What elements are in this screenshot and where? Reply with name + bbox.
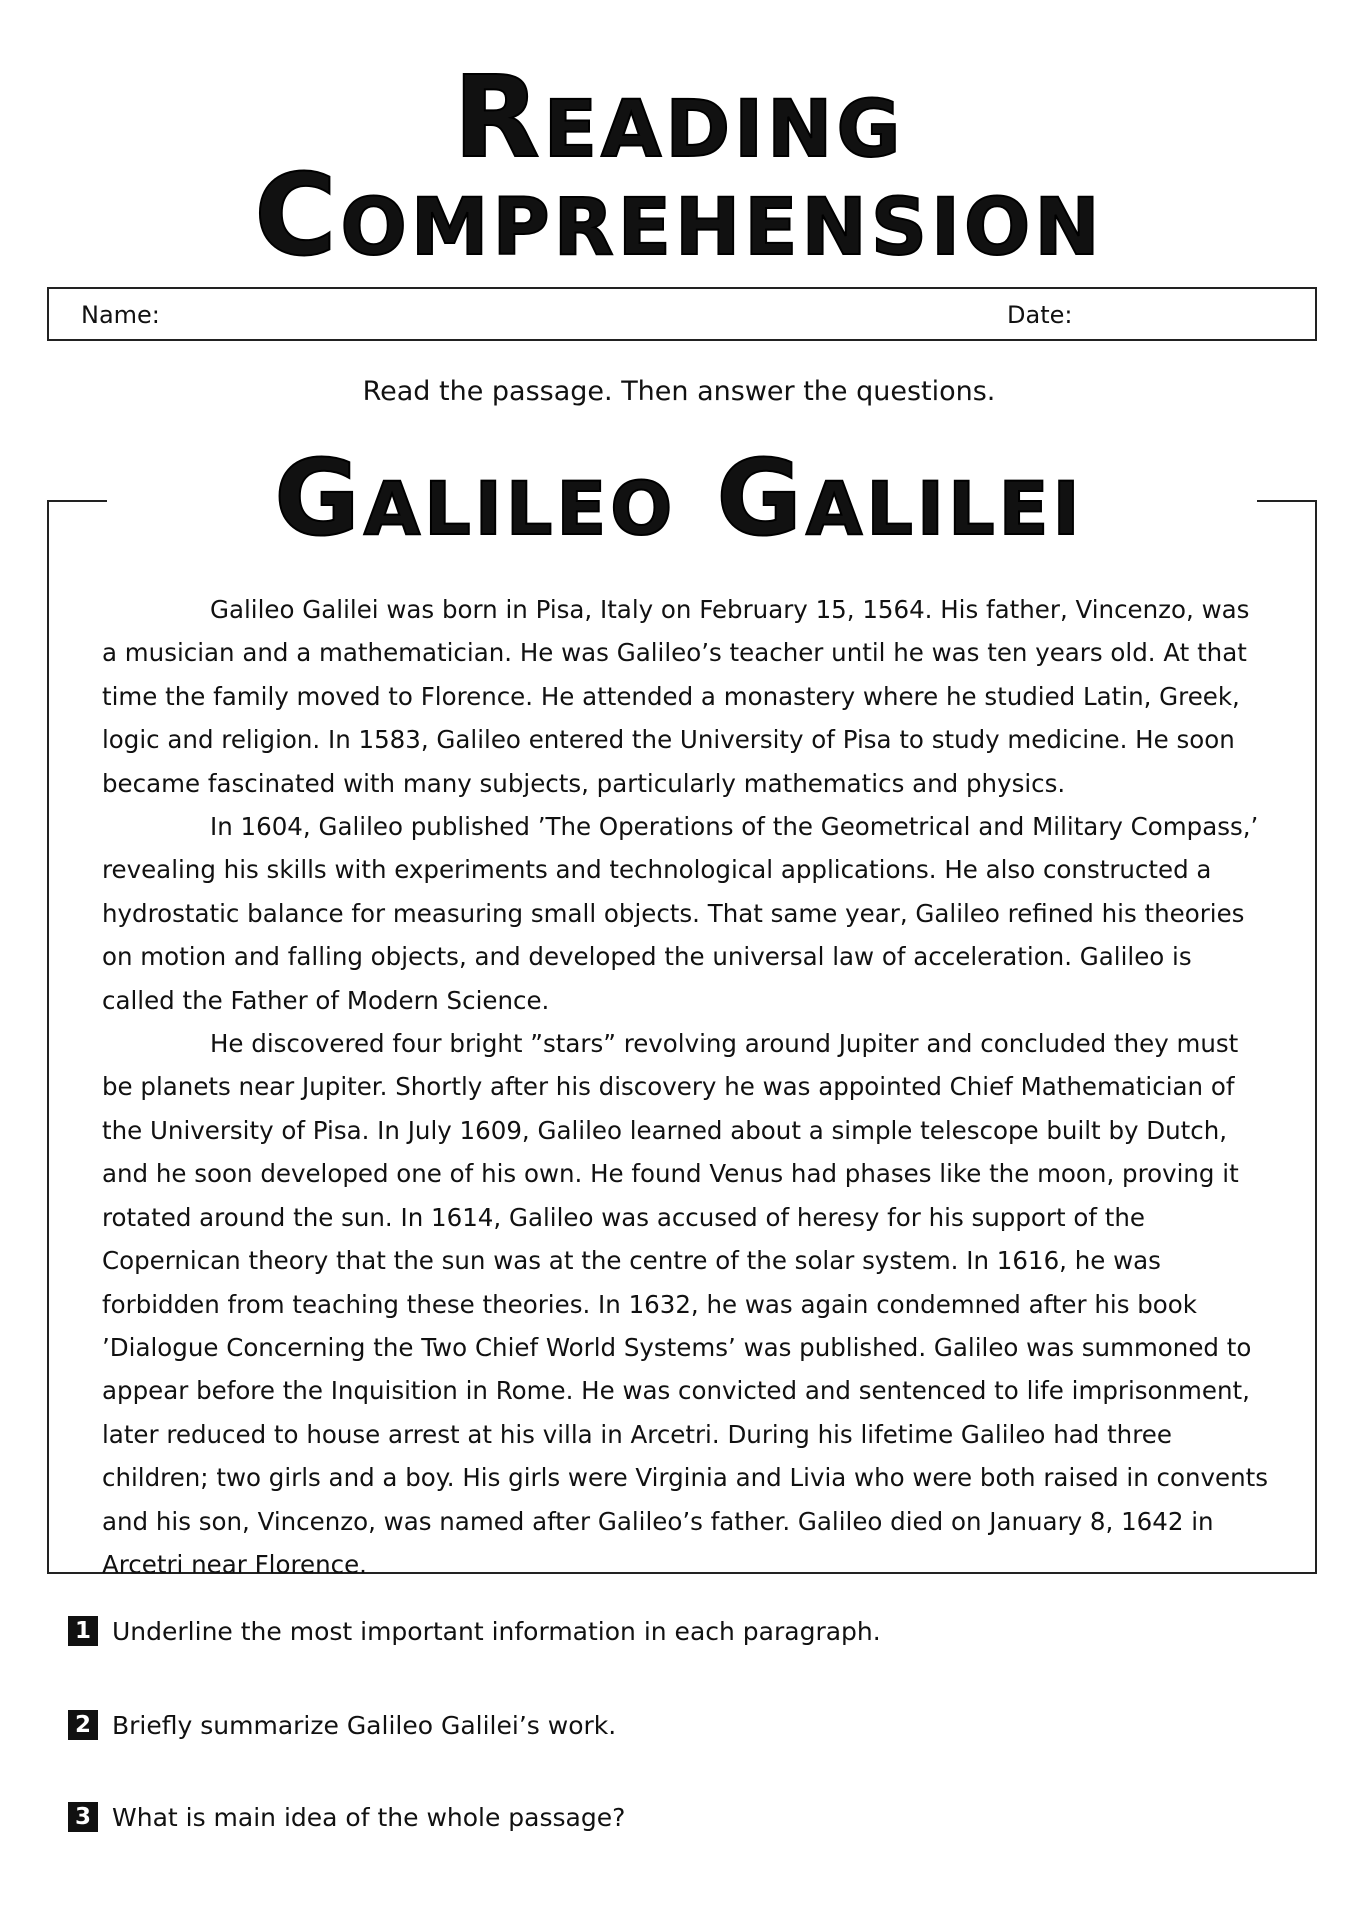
question-text: Underline the most important information in each paragraph.	[112, 1616, 881, 1646]
question-number-badge: 1	[68, 1616, 98, 1646]
question-3	[68, 1802, 625, 1832]
date-label: Date:	[1007, 301, 1073, 329]
passage-paragraph-2: In 1604, Galileo published ’The Operations of the Geometrical and Military Compass,’ revealing his skills with experiments and technological applications. He also constructed a hydrostatic balance for measuring small objects. That same year, Galileo refined his theories on motion and falling objects, and developed the universal law of acceleration. Galileo is called the Father of Modern Science.	[102, 812, 1259, 1015]
worksheet-title-line-1: Reading	[453, 53, 905, 183]
question-text: What is main idea of the whole passage?	[112, 1802, 626, 1832]
passage-paragraph-1: Galileo Galilei was born in Pisa, Italy on February 15, 1564. His father, Vincenzo, was a musician and a mathematician. He was Galileo’s teacher until he was ten years old. At that time the family moved to Florence. He attended a monastery where he studied Latin, Greek, logic and religion. In 1583, Galileo entered the University of Pisa to study medicine. He soon became fascinated with many subjects, particularly mathematics and physics.	[102, 595, 1250, 798]
name-date-box	[47, 287, 1317, 341]
passage-title: Galileo Galilei	[274, 437, 1084, 559]
name-label: Name:	[81, 301, 160, 329]
question-number-badge: 2	[68, 1710, 98, 1740]
passage-body	[102, 588, 1270, 1586]
question-1	[68, 1616, 881, 1646]
question-2	[68, 1710, 616, 1740]
instruction-text: Read the passage. Then answer the questions.	[362, 376, 996, 407]
question-text: Briefly summarize Galileo Galilei’s work.	[112, 1710, 617, 1740]
passage-paragraph-3: He discovered four bright ”stars” revolving around Jupiter and concluded they must be planets near Jupiter. Shortly after his discovery he was appointed Chief Mathematician of the University of Pisa. In July 1609, Galileo learned about a simple telescope built by Dutch, and he soon developed one of his own. He found Venus had phases like the moon, proving it rotated around the sun. In 1614, Galileo was accused of heresy for his support of the Copernican theory that the sun was at the centre of the solar system. In 1616, he was forbidden from teaching these theories. In 1632, he was again condemned after his book ’Dialogue Concerning the Two Chief World Systems’ was published. Galileo was summoned to appear before the Inquisition in Rome. He was convicted and sentenced to life imprisonment, later reduced to house arrest at his villa in Arcetri. During his lifetime Galileo had three children; two girls and a boy. His girls were Virginia and Livia who were both raised in convents and his son, Vincenzo, was named after Galileo’s father. Galileo died on January 8, 1642 in Arcetri near Florence.	[102, 1029, 1269, 1579]
worksheet-title-line-2: Comprehension	[254, 151, 1104, 281]
question-number-badge: 3	[68, 1802, 98, 1832]
